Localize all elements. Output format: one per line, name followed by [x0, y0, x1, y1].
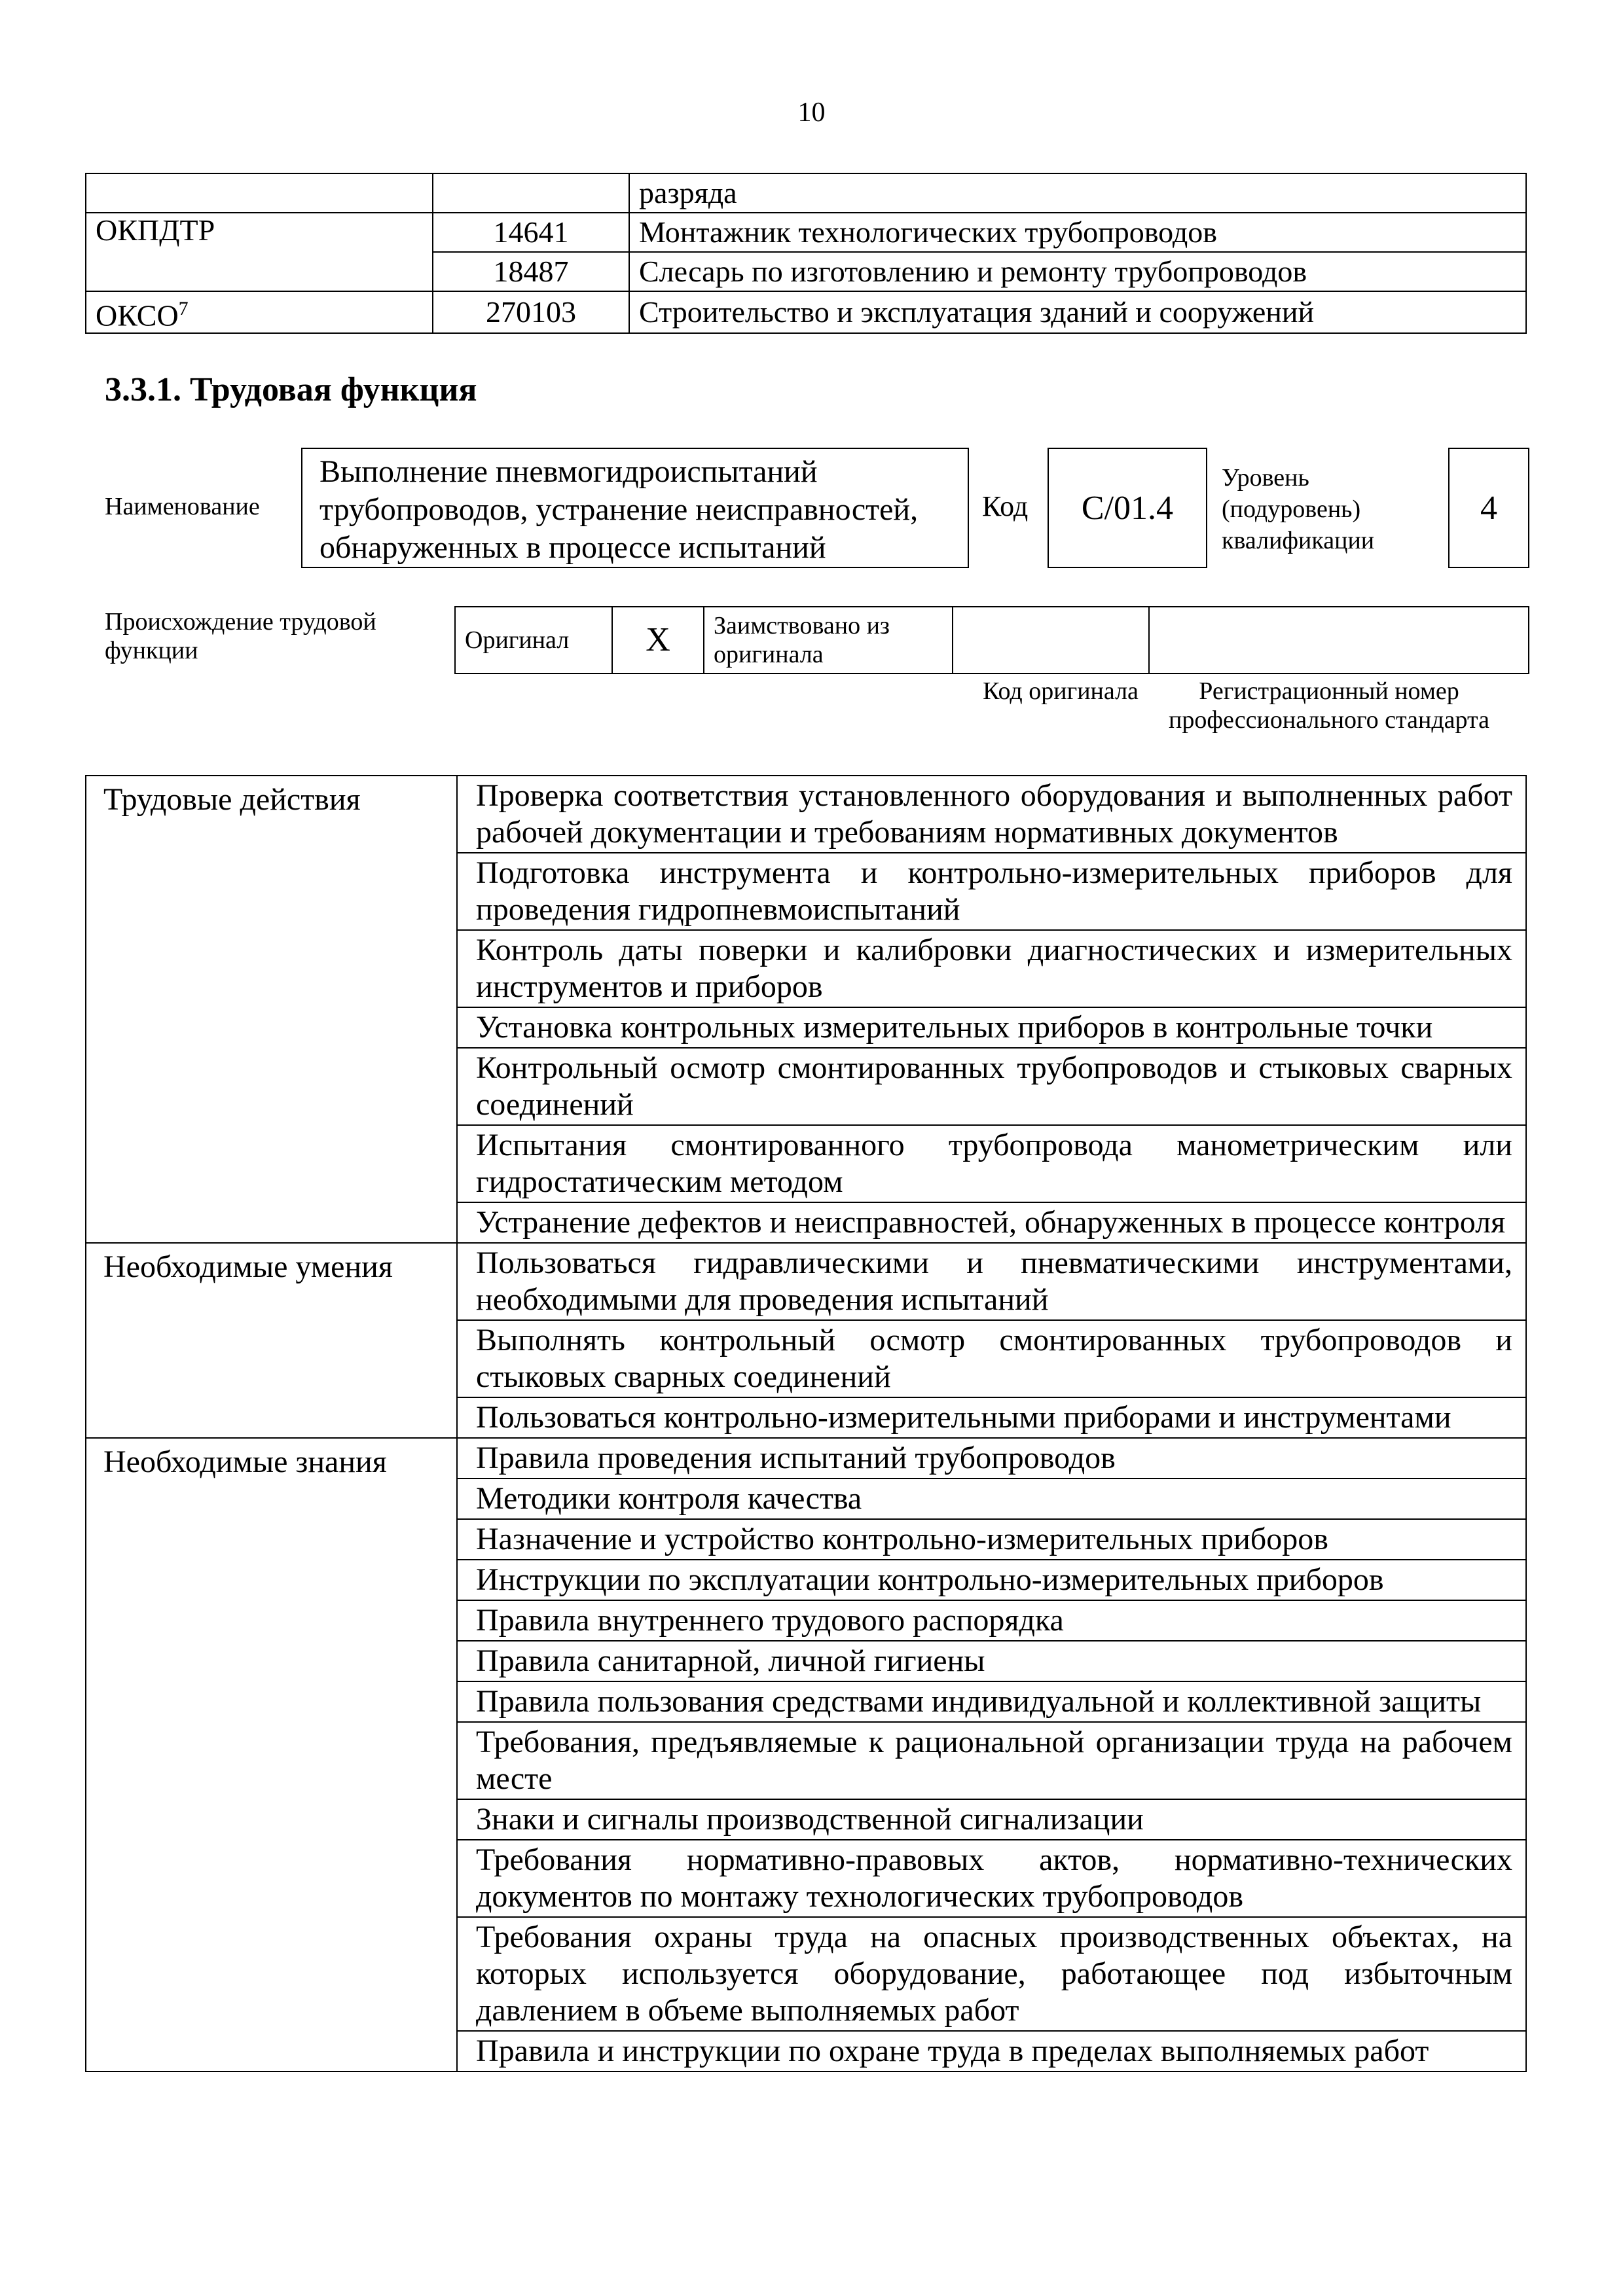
level-label-line: квалификации: [1222, 527, 1375, 554]
table-row: [86, 173, 1526, 213]
section-item: Контрольный осмотр смонтированных трубопроводов и стыковых сварных соединений: [457, 1048, 1526, 1125]
codes-table: [85, 173, 1527, 334]
section-item: Пользоваться гидравлическими и пневматическими инструментами, необходимыми для проведения испытаний: [457, 1243, 1526, 1320]
classifier-text: ОКСО: [96, 298, 179, 332]
section-item: Знаки и сигналы производственной сигнализации: [457, 1799, 1526, 1840]
function-code-box: C/01.4: [1048, 448, 1207, 568]
section-category: Трудовые действия: [86, 776, 457, 1243]
level-label: [1222, 462, 1374, 556]
function-details-table: [85, 775, 1527, 2072]
original-label: Оригинал: [455, 607, 612, 673]
code-label: Код: [982, 490, 1029, 522]
code-cell: 270103: [433, 291, 629, 333]
section-item: Проверка соответствия установленного оборудования и выполненных работ рабочей документации и требованиям нормативных документов: [457, 776, 1526, 853]
section-item: Инструкции по эксплуатации контрольно-измерительных приборов: [457, 1560, 1526, 1600]
name-cell: Строительство и эксплуатация зданий и сооружений: [629, 291, 1526, 333]
function-name-box: Выполнение пневмогидроиспытаний трубопроводов, устранение неисправностей, обнаруженных в процессе испытаний: [301, 448, 969, 568]
level-label-line: Уровень: [1222, 464, 1309, 492]
footnote-ref: 7: [178, 298, 189, 319]
code-cell: 18487: [433, 252, 629, 291]
section-item: Требования охраны труда на опасных производственных объектах, на которых используется оборудование, работающее под избыточным давлением в объеме выполняемых работ: [457, 1917, 1526, 2031]
name-cell: Слесарь по изготовлению и ремонту трубопроводов: [629, 252, 1526, 291]
classifier-cell: [86, 173, 433, 213]
table-row: [86, 213, 1526, 252]
section-item: Испытания смонтированного трубопровода манометрическим или гидростатическим методом: [457, 1125, 1526, 1202]
function-details-body: [86, 776, 1526, 2072]
section-item: Правила пользования средствами индивидуальной и коллективной защиты: [457, 1681, 1526, 1722]
section-item: Методики контроля качества: [457, 1479, 1526, 1519]
borrowed-label: Заимствовано из оригинала: [704, 607, 953, 673]
section-item: Требования, предъявляемые к рациональной организации труда на рабочем месте: [457, 1722, 1526, 1799]
section-title: 3.3.1. Трудовая функция: [105, 371, 477, 408]
table-row: [86, 776, 1526, 853]
section-item: Устранение дефектов и неисправностей, обнаруженных в процессе контроля: [457, 1202, 1526, 1243]
section-item: Правила и инструкции по охране труда в пределах выполняемых работ: [457, 2031, 1526, 2072]
section-category: Необходимые знания: [86, 1438, 457, 2072]
section-category: Необходимые умения: [86, 1243, 457, 1438]
section-item: Пользоваться контрольно-измерительными приборами и инструментами: [457, 1397, 1526, 1438]
section-item: Установка контрольных измерительных приборов в контрольные точки: [457, 1007, 1526, 1048]
section-item: Подготовка инструмента и контрольно-измерительных приборов для проведения гидропневмоиспытаний: [457, 853, 1526, 930]
origin-label: Происхождение трудовой функции: [105, 608, 376, 664]
section-item: Правила внутреннего трудового распорядка: [457, 1600, 1526, 1641]
table-row: [455, 607, 1529, 673]
section-item: Правила проведения испытаний трубопроводов: [457, 1438, 1526, 1479]
code-cell: 14641: [433, 213, 629, 252]
origin-table: [454, 606, 1529, 674]
name-cell: Монтажник технологических трубопроводов: [629, 213, 1526, 252]
classifier-cell: [86, 291, 433, 333]
classifier-cell: ОКПДТР: [86, 213, 433, 291]
section-item: Выполнять контрольный осмотр смонтированных трубопроводов и стыковых сварных соединений: [457, 1320, 1526, 1397]
table-row: [86, 1438, 1526, 1479]
name-label: Наименование: [105, 493, 260, 520]
section-item: Назначение и устройство контрольно-измерительных приборов: [457, 1519, 1526, 1560]
reg-number-caption: Регистрационный номер профессионального стандарта: [1169, 677, 1489, 734]
qualification-level-box: 4: [1448, 448, 1529, 568]
reg-number-cell: [1149, 607, 1529, 673]
table-row: [86, 291, 1526, 333]
page-number: 10: [797, 98, 826, 128]
name-cell: разряда: [629, 173, 1526, 213]
original-mark: X: [612, 607, 704, 673]
code-cell: [433, 173, 629, 213]
level-label-line: (подуровень): [1222, 495, 1361, 523]
code-original-caption: Код оригинала: [983, 677, 1139, 705]
section-item: Требования нормативно-правовых актов, нормативно-технических документов по монтажу технологических трубопроводов: [457, 1840, 1526, 1917]
section-item: Контроль даты поверки и калибровки диагностических и измерительных инструментов и приборов: [457, 930, 1526, 1007]
original-code-cell: [953, 607, 1149, 673]
section-item: Правила санитарной, личной гигиены: [457, 1641, 1526, 1681]
table-row: [86, 1243, 1526, 1320]
